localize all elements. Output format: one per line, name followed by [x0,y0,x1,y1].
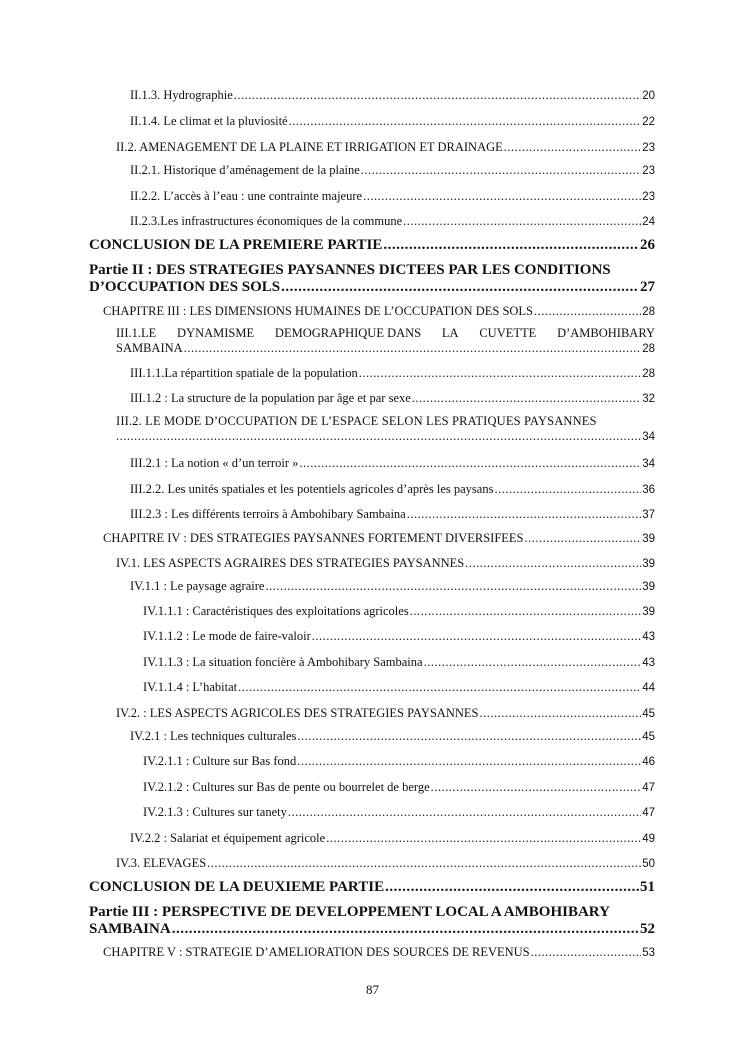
toc-entry-chapter[interactable] [103,304,655,319]
dot-leader [504,140,641,155]
dot-leader [359,366,642,381]
dot-leader [531,945,642,960]
toc-entry-label-line2: D’OCCUPATION DES SOLS [89,279,281,295]
toc-entry-label: CONCLUSION DE LA DEUXIEME PARTIE [89,879,385,895]
dot-leader [281,279,639,296]
toc-entry-page: 52 [640,921,655,937]
dot-leader [494,482,641,497]
toc-entry-page: 23 [642,165,655,177]
dot-leader [479,706,641,721]
dot-leader [312,629,641,644]
toc-entry-page: 39 [642,533,655,545]
toc-entry[interactable] [130,114,655,129]
toc-entry-page: 28 [642,343,655,355]
dot-leader [326,831,641,846]
toc-entry-page: 39 [642,606,655,618]
toc-entry-page: 43 [642,631,655,643]
toc-entry[interactable] [143,805,655,820]
toc-entry-label-line1: III.1.LE DYNAMISME DEMOGRAPHIQUE DANS LA CUVETTE D’AMBOHIBARY [116,326,655,340]
toc-entry[interactable] [130,579,655,594]
toc-entry-label: CONCLUSION DE LA PREMIERE PARTIE [89,237,383,253]
toc-entry[interactable] [116,856,655,871]
toc-entry-page: 36 [642,484,655,496]
toc-entry[interactable] [130,482,655,497]
dot-leader [234,88,641,103]
toc-entry[interactable] [130,391,655,406]
toc-entry-part-conclusion[interactable] [89,879,655,896]
toc-entry-page: 51 [640,879,655,895]
toc-entry-page: 45 [642,708,655,720]
dot-leader [207,856,641,871]
toc-entry-label: II.2. AMENAGEMENT DE LA PLAINE ET IRRIGATION ET DRAINAGE [116,140,503,154]
toc-entry-label: IV.3. ELEVAGES [116,856,207,870]
toc-entry-page: 44 [642,682,655,694]
toc-entry[interactable] [143,754,655,769]
dot-leader [116,429,641,444]
dot-leader [238,680,641,695]
toc-entry[interactable] [130,456,655,471]
toc-entry[interactable] [143,629,655,644]
toc-entry-page: 45 [642,731,655,743]
toc-entry-page: 32 [642,393,655,405]
toc-entry[interactable] [130,831,655,846]
toc-entry-label-line1: Partie II : DES STRATEGIES PAYSANNES DICTEES PAR LES CONDITIONS [89,262,611,278]
toc-entry-label: II.2.1. Historique d’aménagement de la plaine [130,163,360,177]
dot-leader [184,341,642,356]
dot-leader [361,163,641,178]
toc-entry-page: 24 [642,216,655,228]
toc-entry-page: 22 [642,116,655,128]
toc-entry-label: III.2.1 : La notion « d’un terroir » [130,456,299,470]
dot-leader [383,237,639,254]
dot-leader [407,507,641,522]
toc-entry-label: III.2.3 : Les différents terroirs à Ambohibary Sambaina [130,507,406,521]
toc-entry-label-line1: III.2. LE MODE D’OCCUPATION DE L’ESPACE SELON LES PRATIQUES PAYSANNES [116,414,597,428]
toc-entry-label: II.2.2. L’accès à l’eau : une contrainte majeure [130,189,363,203]
toc-entry-page: 50 [642,858,655,870]
dot-leader [297,754,641,769]
page-number: 87 [366,982,379,997]
toc-entry-chapter[interactable] [103,531,655,546]
dot-leader [385,879,639,896]
dot-leader [265,579,641,594]
toc-entry-label: II.1.4. Le climat et la pluviosité [130,114,288,128]
toc-entry-label: IV.1.1 : Le paysage agraire [130,579,265,593]
toc-entry[interactable] [143,680,655,695]
toc-entry-label: IV.2.1.3 : Cultures sur tanety [143,805,287,819]
dot-leader [299,456,641,471]
toc-entry-page: 43 [642,657,655,669]
toc-entry[interactable] [130,507,655,522]
dot-leader [534,304,641,319]
toc-entry[interactable] [116,706,655,721]
toc-entry-part-heading[interactable] [89,262,655,296]
toc-entry-label: IV.2.1.1 : Culture sur Bas fond [143,754,297,768]
toc-entry-label: IV.1.1.1 : Caractéristiques des exploitations agricoles [143,604,409,618]
toc-entry-label: III.1.2 : La structure de la population par âge et par sexe [130,391,411,405]
toc-entry-page: 53 [642,947,655,959]
toc-entry-page: 34 [642,458,655,470]
dot-leader [412,391,641,406]
toc-entry-page: 34 [642,431,655,443]
toc-entry-page: 39 [642,581,655,593]
toc-entry[interactable] [143,780,655,795]
toc-entry-label: IV.2.2 : Salariat et équipement agricole [130,831,326,845]
dot-leader [403,214,641,229]
toc-entry[interactable] [143,604,655,619]
toc-entry-label: IV.2.1.2 : Cultures sur Bas de pente ou bourrelet de berge [143,780,430,794]
toc-entry-label: IV.2.1 : Les techniques culturales [130,729,297,743]
toc-entry-label-line2: SAMBAINA [89,921,171,937]
toc-entry-page: 49 [642,833,655,845]
dot-leader [465,556,641,571]
toc-entry-label: CHAPITRE III : LES DIMENSIONS HUMAINES DE L’OCCUPATION DES SOLS [103,304,534,318]
toc-entry-page: 23 [642,191,655,203]
dot-leader [410,604,642,619]
toc-entry-label: IV.2. : LES ASPECTS AGRICOLES DES STRATEGIES PAYSANNES [116,706,479,720]
toc-entry-page: 26 [640,237,655,253]
toc-entry[interactable] [130,729,655,744]
dot-leader [288,805,641,820]
toc-entry[interactable] [116,556,655,571]
dot-leader [431,780,642,795]
toc-entry[interactable] [130,189,655,204]
toc-entry-part-conclusion[interactable] [89,237,655,254]
toc-entry-label: IV.1.1.3 : La situation foncière à Ambohibary Sambaina [143,655,423,669]
toc-entry[interactable] [116,140,655,155]
toc-entry-page: 28 [642,306,655,318]
toc-entry[interactable] [116,326,655,356]
toc-entry-label: CHAPITRE IV : DES STRATEGIES PAYSANNES FORTEMENT DIVERSIFEES [103,531,524,545]
toc-entry-label: II.2.3.Les infrastructures économiques de la commune [130,214,403,228]
toc-entry-page: 23 [642,142,655,154]
dot-leader [363,189,641,204]
toc-entry-page: 39 [642,558,655,570]
toc-entry-page: 47 [642,807,655,819]
toc-entry-label: IV.1.1.2 : Le mode de faire-valoir [143,629,311,643]
toc-entry[interactable] [116,414,655,444]
dot-leader [525,531,642,546]
toc-entry-label-line2: SAMBAINA [116,341,183,355]
dot-leader [424,655,642,670]
toc-entry-part-heading[interactable] [89,904,655,938]
toc-entry-label: III.2.2. Les unités spatiales et les potentiels agricoles d’après les paysans [130,482,494,496]
toc-entry-chapter[interactable] [103,945,655,960]
toc-entry[interactable] [143,655,655,670]
toc-entry-label: IV.1.1.4 : L’habitat [143,680,238,694]
toc-entry[interactable] [130,366,655,381]
toc-entry[interactable] [130,88,655,103]
toc-entry-page: 37 [642,509,655,521]
toc-entry[interactable] [130,214,655,229]
toc-entry[interactable] [130,163,655,178]
toc-entry-label: II.1.3. Hydrographie [130,88,233,102]
toc-entry-page: 46 [642,756,655,768]
toc-entry-label: III.1.1.La répartition spatiale de la population [130,366,358,380]
dot-leader [289,114,642,129]
dot-leader [297,729,641,744]
toc-entry-label: IV.1. LES ASPECTS AGRAIRES DES STRATEGIES PAYSANNES [116,556,465,570]
toc-entry-page: 47 [642,782,655,794]
toc-entry-page: 27 [640,279,655,295]
toc-entry-label: CHAPITRE V : STRATEGIE D’AMELIORATION DES SOURCES DE REVENUS [103,945,530,959]
toc-entry-label-line1: Partie III : PERSPECTIVE DE DEVELOPPEMENT LOCAL A AMBOHIBARY [89,904,610,920]
toc-entry-page: 28 [642,368,655,380]
toc-entry-page: 20 [642,90,655,102]
dot-leader [172,921,639,938]
